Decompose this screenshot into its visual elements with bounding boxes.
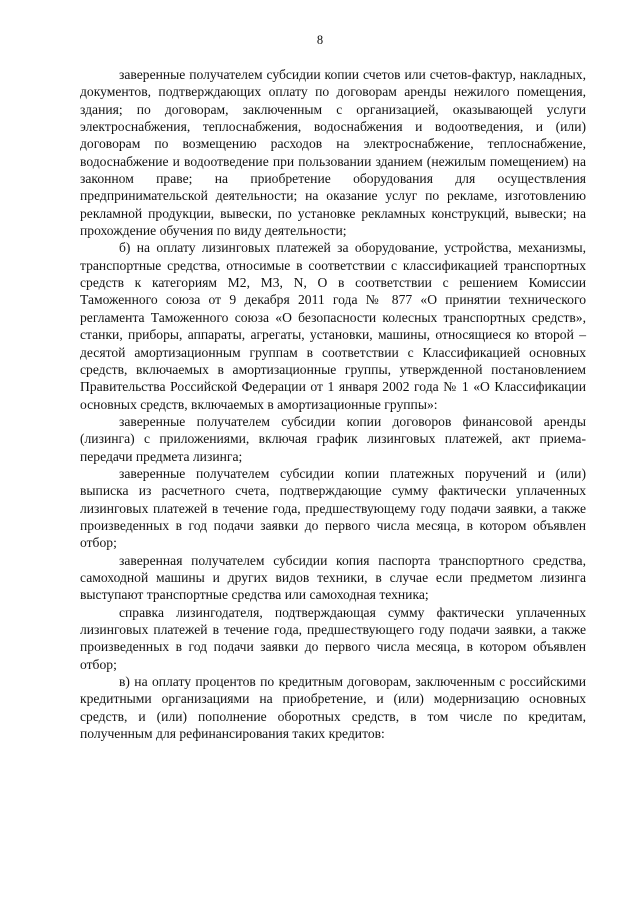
document-body [80,66,586,742]
paragraph-leasing-payments: б) на оплату лизинговых платежей за оборудование, устройства, механизмы, транспортные средства, относимые в соответствии с классификацией транспортных средств к категориям М2, М3, N, O в соответствии с решением Комиссии Таможенного союза от 9 декабря 2011 года № 877 «О принятии технического регламента Таможенного союза «О безопасности колесных транспортных средств», станки, приборы, аппараты, агрегаты, установки, машины, относящиеся ко второй – десятой амортизационным группам в соответствии с Классификацией основных средств, включаемых в амортизационные группы, утвержденной постановлением Правительства Российской Федерации от 1 января 2002 года № 1 «О Классификации основных средств, включаемых в амортизационные группы»: [80,240,586,412]
paragraph-leasing-contracts: заверенные получателем субсидии копии договоров финансовой аренды (лизинга) с приложениями, включая график лизинговых платежей, акт приема-передачи предмета лизинга; [80,413,586,464]
paragraph-lessor-certificate: справка лизингодателя, подтверждающая сумму фактически уплаченных лизинговых платежей в течение года, предшествующего году подачи заявки, а также произведенных в год подачи заявки до первого числа месяца, в котором объявлен отбор; [80,604,586,672]
paragraph-credit-interest: в) на оплату процентов по кредитным договорам, заключенным с российскими кредитными организациями на приобретение, и (или) модернизацию основных средств, и (или) пополнение оборотных средств, в том числе по кредитам, полученным для рефинансирования таких кредитов: [80,674,586,742]
paragraph-payment-orders: заверенные получателем субсидии копии платежных поручений и (или) выписка из расчетного счета, подтверждающие сумму фактически уплаченных лизинговых платежей в течение года, предшествующему году подачи заявки, а также произведенных в год подачи заявки до первого числа месяца, в котором объявлен отбор; [80,465,586,551]
page-number: 8 [316,33,324,47]
paragraph-invoice-documents: заверенные получателем субсидии копии счетов или счетов-фактур, накладных, документов, подтверждающих оплату по договорам аренды нежилого помещения, здания; по договорам, заключенным с организацией, оказывающей услуги электроснабжения, теплоснабжения, водоснабжения и водоотведения, и (или) договорам по возмещению расходов на электроснабжение, теплоснабжение, водоснабжение и водоотведение при пользовании зданием (нежилым помещением) на законном праве; на приобретение оборудования для осуществления предпринимательской деятельности; на оказание услуг по рекламе, изготовлению рекламной продукции, вывески, по установке рекламных конструкций, вывески; на прохождение обучения по виду деятельности; [80,67,586,239]
paragraph-vehicle-passport: заверенная получателем субсидии копия паспорта транспортного средства, самоходной машины и других видов техники, в случае если предметом лизинга выступают транспортные средства или самоходная техника; [80,552,586,603]
